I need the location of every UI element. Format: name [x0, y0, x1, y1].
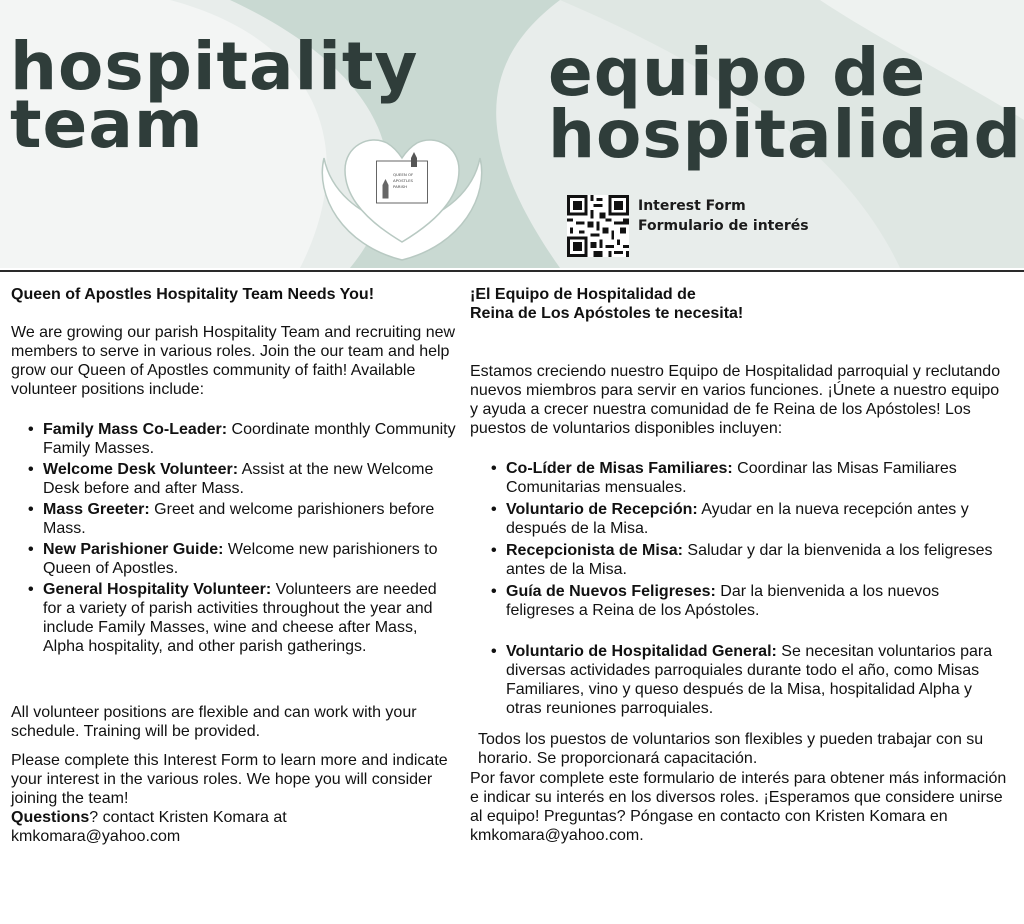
list-item: • Voluntario de Hospitalidad General: Se necesitan voluntarios para diversas actividades parroquiales durante todo el año, como Misas Familiares, vino y queso después de la Misa, hospitalidad Alpha y otras reuniones parroquiales.: [470, 642, 1010, 718]
list-item: • New Parishioner Guide: Welcome new parishioners to Queen of Apostles.: [11, 540, 456, 578]
title-english-line1: hospitality: [10, 28, 419, 105]
contact-text: ? contact Kristen Komara at kmkomara@yahoo.com: [11, 809, 287, 845]
qr-code-icon[interactable]: [567, 195, 629, 257]
title-spanish: [548, 34, 1022, 173]
english-complete-form: Please complete this Interest Form to learn more and indicate your interest in the various roles. We hope you will consider joining the team! Questions? contact Kristen Komara at kmkomara@yahoo.com: [11, 752, 448, 845]
banner: [0, 0, 1024, 268]
questions-label: Questions: [11, 809, 90, 826]
list-item: • Voluntario de Recepción: Ayudar en la nueva recepción antes y después de la Misa.: [470, 500, 1010, 538]
banner-divider: [0, 270, 1024, 272]
list-item: • Mass Greeter: Greet and welcome parishioners before Mass.: [11, 500, 456, 538]
list-item: • Co-Líder de Misas Familiares: Coordinar las Misas Familiares Comunitarias mensuales.: [470, 459, 1010, 497]
list-item: • Guía de Nuevos Feligreses: Dar la bienvenida a los nuevos feligreses a Reina de los Apóstoles.: [470, 582, 1010, 620]
english-roles-list: [11, 420, 456, 656]
title-english-line2: team: [10, 86, 204, 163]
list-item: • Recepcionista de Misa: Saludar y dar la bienvenida a los feligreses antes de la Misa.: [470, 541, 1010, 579]
spanish-flexible-note: Todos los puestos de voluntarios son flexibles y pueden trabajar con su horario. Se proporcionará capacitación.: [478, 731, 984, 767]
interest-form-link-es[interactable]: Formulario de interés: [638, 218, 809, 234]
spanish-column: [470, 285, 1010, 845]
logo-line2: APOSTLES: [393, 178, 414, 183]
interest-form-labels: [638, 196, 809, 236]
list-item: • Welcome Desk Volunteer: Assist at the new Welcome Desk before and after Mass.: [11, 460, 456, 498]
interest-form-link[interactable]: Interest Form: [638, 198, 746, 214]
english-column: [11, 285, 456, 846]
logo-line3: PARISH: [393, 184, 408, 189]
english-flexible-note: All volunteer positions are flexible and can work with your schedule. Training will be provided.: [11, 704, 417, 740]
spanish-complete-form: Por favor complete este formulario de interés para obtener más información e indicar su interés en los diversos roles. ¡Esperamos que considere unirse al equipo! Preguntas? Póngase en contacto con Kristen Komara en kmkomara@yahoo.com.: [470, 770, 1007, 844]
list-item: • General Hospitality Volunteer: Volunteers are needed for a variety of parish activities throughout the year and include Family Masses, wine and cheese after Mass, Alpha hospitality, and other parish gatherings.: [11, 580, 456, 656]
spanish-roles-list: [470, 459, 1010, 718]
logo-line1: QUEEN OF: [393, 172, 414, 177]
spanish-heading: ¡El Equipo de Hospitalidad de Reina de Los Apóstoles te necesita!: [470, 286, 744, 322]
title-spanish-line1: equipo de: [548, 34, 927, 111]
list-item: • Family Mass Co-Leader: Coordinate monthly Community Family Masses.: [11, 420, 456, 458]
title-spanish-line2: hospitalidad: [548, 96, 1022, 173]
english-heading: Queen of Apostles Hospitality Team Needs You!: [11, 286, 375, 303]
english-intro: We are growing our parish Hospitality Team and recruiting new members to serve in various roles. Join the our team and help grow our Queen of Apostles community of faith! Available volunteer positions include:: [11, 324, 456, 398]
spanish-intro: Estamos creciendo nuestro Equipo de Hospitalidad parroquial y reclutando nuevos miembros para servir en varios funciones. ¡Únete a nuestro equipo y ayuda a crecer nuestra comunidad de fe Reina de los Apóstoles! Los puestos de voluntarios disponibles incluyen:: [470, 363, 1001, 437]
heart-hands-logo: [312, 112, 492, 264]
